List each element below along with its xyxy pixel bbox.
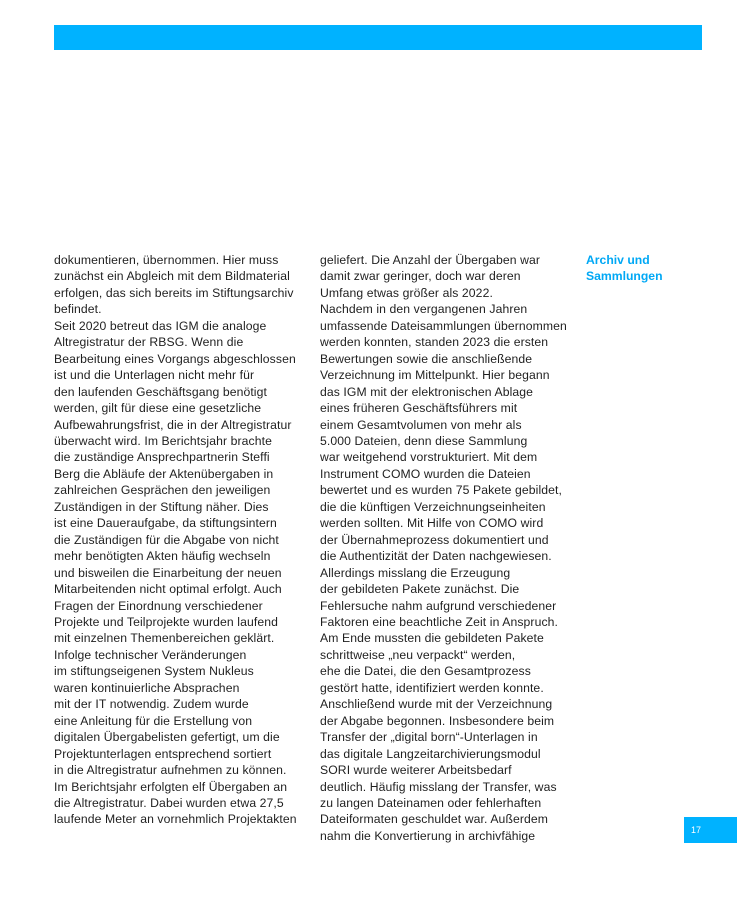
header-accent-bar (54, 25, 702, 50)
text-line: Fragen der Einordnung verschiedener (54, 598, 263, 613)
text-line: deutlich. Häufig misslang der Transfer, was (320, 779, 557, 794)
text-line: die die künftigen Verzeichnungseinheiten (320, 499, 546, 514)
text-line: bewertet und es wurden 75 Pakete gebildet, (320, 483, 563, 498)
text-line: die Authentizität der Daten nachgewiesen. (320, 549, 552, 564)
text-line: Seit 2020 betreut das IGM die analoge (54, 318, 267, 333)
text-line: geliefert. Die Anzahl der Übergaben war (320, 253, 541, 267)
text-line: mit der IT notwendig. Zudem wurde (54, 697, 249, 712)
text-line: zunächst ein Abgleich mit dem Bildmaterial (54, 269, 290, 284)
text-line: ehe die Datei, die den Gesamtprozess (320, 664, 531, 679)
text-line: den laufenden Geschäftsgang benötigt (54, 384, 267, 399)
text-line: erfolgen, das sich bereits im Stiftungsarchiv (54, 285, 294, 300)
text-line: Zuständigen in der Stiftung näher. Dies (54, 499, 269, 514)
page-number: 17 (684, 817, 737, 843)
text-line: Verzeichnung im Mittelpunkt. Hier begann (320, 368, 550, 383)
text-line: waren kontinuierliche Absprachen (54, 680, 240, 695)
text-line: werden, gilt für diese eine gesetzliche (54, 401, 262, 416)
text-line: Nachdem in den vergangenen Jahren (320, 302, 528, 317)
text-line: das IGM mit der elektronischen Ablage (320, 384, 534, 399)
text-line: Dateiformaten geschuldet war. Außerdem (320, 812, 549, 827)
text-line: der Abgabe begonnen. Insbesondere beim (320, 713, 555, 728)
text-line: der Übernahmeprozess dokumentiert und (320, 532, 549, 547)
text-line: in die Altregistratur aufnehmen zu können. (54, 763, 287, 778)
text-line: Fehlersuche nahm aufgrund verschiedener (320, 598, 557, 613)
text-line: laufende Meter an vornehmlich Projektakten (54, 812, 297, 827)
text-line: SORI wurde weiterer Arbeitsbedarf (320, 763, 512, 778)
text-line: Am Ende mussten die gebildeten Pakete (320, 631, 544, 646)
text-line: Mitarbeitenden nicht optimal erfolgt. Auch (54, 582, 282, 597)
text-line: Aufbewahrungsfrist, die in der Altregistratur (54, 417, 292, 432)
text-line: mit einzelnen Themenbereichen geklärt. (54, 631, 275, 646)
text-line: im stiftungseigenen System Nukleus (54, 664, 254, 679)
text-line: die Zuständigen für die Abgabe von nicht (54, 532, 279, 547)
body-text-column-middle (320, 252, 572, 844)
section-label-line: Archiv und (586, 253, 650, 267)
text-line: der gebildeten Pakete zunächst. Die (320, 582, 520, 597)
text-line: einem Gesamtvolumen von mehr als (320, 417, 522, 432)
text-line: damit zwar geringer, doch war deren (320, 269, 521, 284)
text-line: ist und die Unterlagen nicht mehr für (54, 368, 255, 383)
text-line: Anschließend wurde mit der Verzeichnung (320, 697, 553, 712)
text-line: Umfang etwas größer als 2022. (320, 285, 493, 300)
body-text-column-left (54, 252, 304, 828)
text-line: 5.000 Dateien, denn diese Sammlung (320, 433, 528, 448)
text-line: dokumentieren, übernommen. Hier muss (54, 253, 279, 267)
text-line: Projekte und Teilprojekte wurden laufend (54, 614, 278, 629)
text-line: die Altregistratur. Dabei wurden etwa 27,5 (54, 795, 284, 810)
text-line: eines früheren Geschäftsführers mit (320, 401, 518, 416)
text-line: Transfer der „digital born“-Unterlagen in (320, 730, 538, 745)
text-line: Projektunterlagen entsprechend sortiert (54, 746, 272, 761)
text-line: Im Berichtsjahr erfolgten elf Übergaben an (54, 779, 288, 794)
text-line: zahlreichen Gesprächen den jeweiligen (54, 483, 271, 498)
text-line: digitalen Übergabelisten gefertigt, um die (54, 730, 280, 745)
text-line: gestört hatte, identifiziert werden konnte. (320, 680, 544, 695)
text-line: ist eine Daueraufgabe, da stiftungsintern (54, 516, 277, 531)
text-line: werden sollten. Mit Hilfe von COMO wird (320, 516, 544, 531)
text-line: Altregistratur der RBSG. Wenn die (54, 335, 244, 350)
text-line: das digitale Langzeitarchivierungsmodul (320, 746, 541, 761)
section-label (586, 252, 663, 285)
text-line: eine Anleitung für die Erstellung von (54, 713, 253, 728)
text-line: Infolge technischer Veränderungen (54, 647, 247, 662)
text-line: mehr benötigten Akten häufig wechseln (54, 549, 271, 564)
text-line: Instrument COMO wurden die Dateien (320, 466, 531, 481)
text-line: und bisweilen die Einarbeitung der neuen (54, 565, 282, 580)
text-line: zu langen Dateinamen oder fehlerhaften (320, 795, 542, 810)
text-line: Bewertungen sowie die anschließende (320, 351, 533, 366)
text-line: befindet. (54, 302, 102, 317)
text-line: schrittweise „neu verpackt“ werden, (320, 647, 516, 662)
section-label-line: Sammlungen (586, 269, 663, 284)
text-line: werden konnten, standen 2023 die ersten (320, 335, 549, 350)
text-line: Bearbeitung eines Vorgangs abgeschlossen (54, 351, 296, 366)
text-line: Berg die Abläufe der Aktenübergaben in (54, 466, 274, 481)
text-line: Allerdings misslang die Erzeugung (320, 565, 511, 580)
text-line: umfassende Dateisammlungen übernommen (320, 318, 567, 333)
text-line: die zuständige Ansprechpartnerin Steffi (54, 450, 270, 465)
text-line: überwacht wird. Im Berichtsjahr brachte (54, 433, 272, 448)
text-line: war weitgehend vorstrukturiert. Mit dem (320, 450, 538, 465)
text-line: Faktoren eine beachtliche Zeit in Anspruch. (320, 614, 559, 629)
text-line: nahm die Konvertierung in archivfähige (320, 828, 536, 843)
